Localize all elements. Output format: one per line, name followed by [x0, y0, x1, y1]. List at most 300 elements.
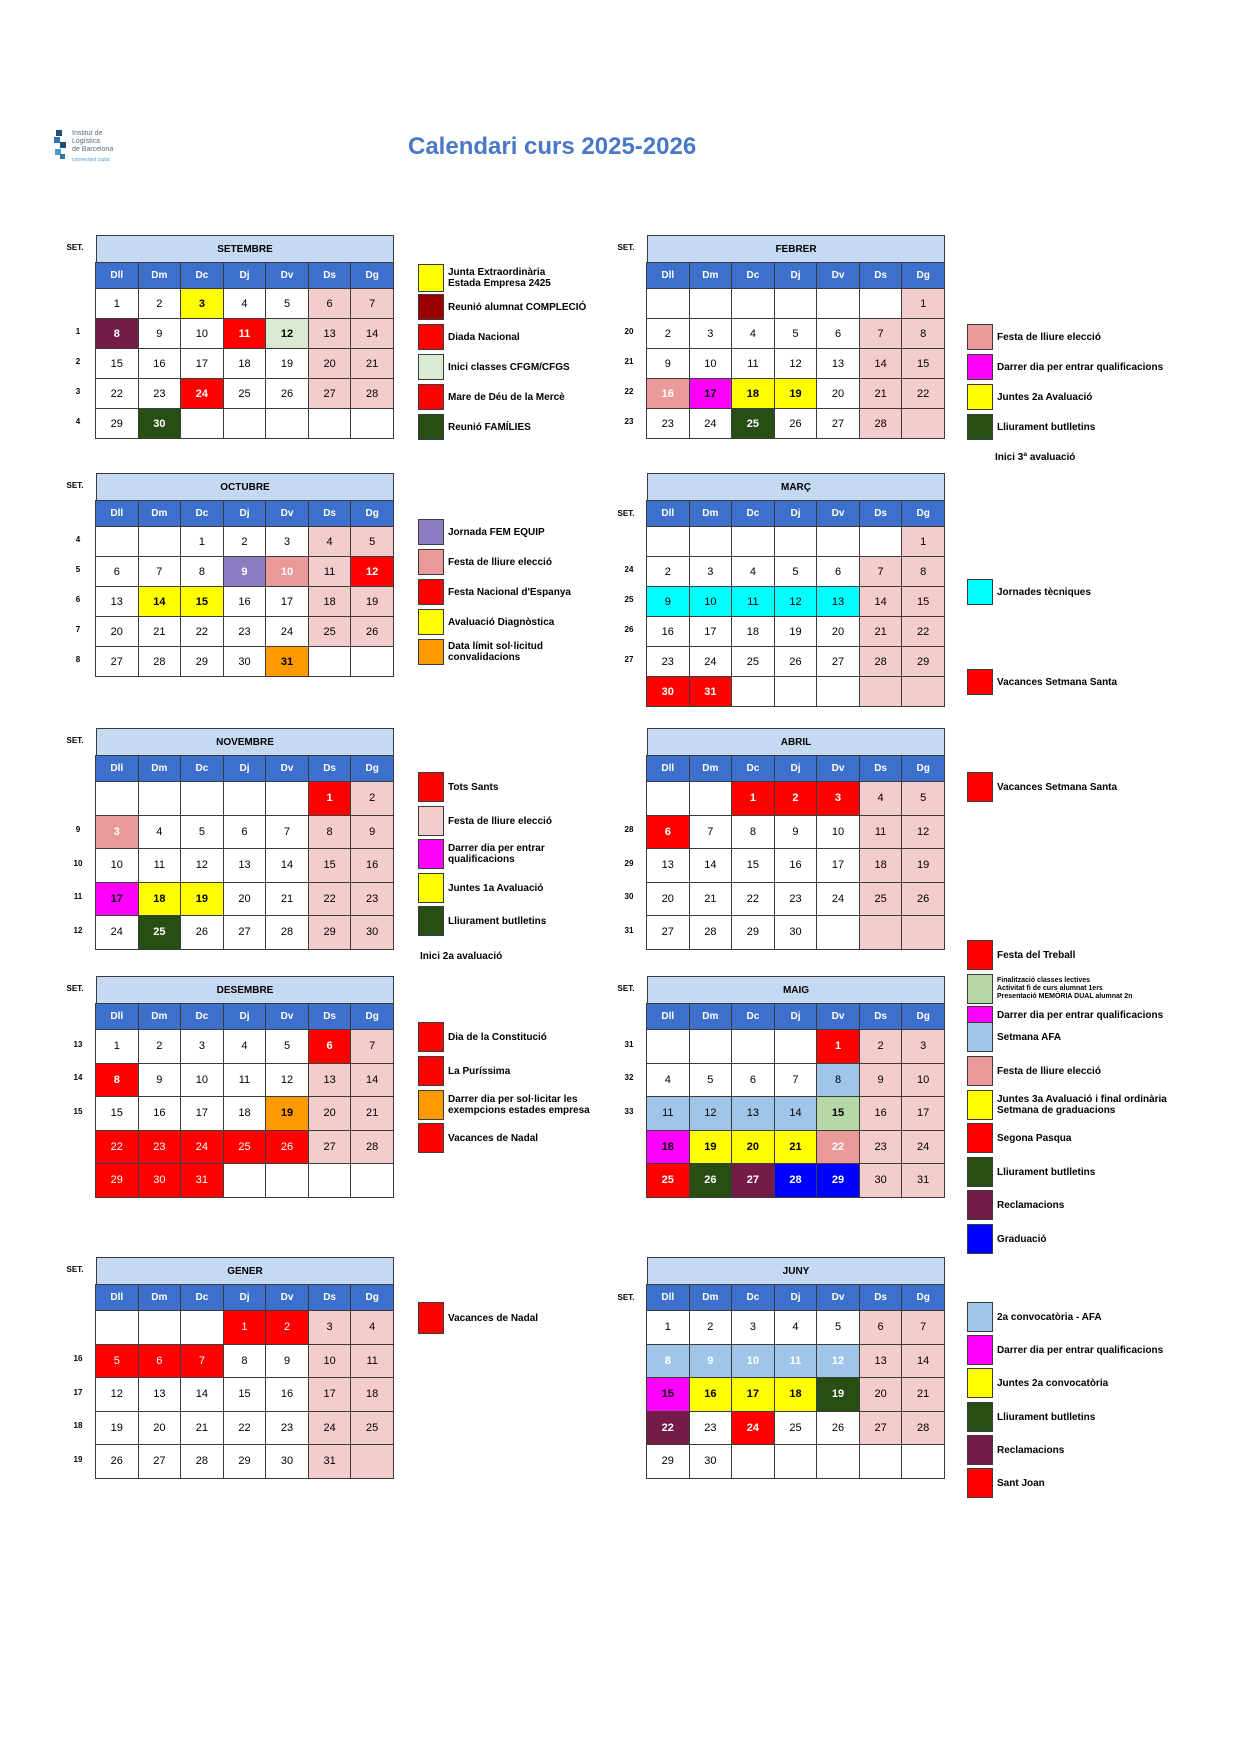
weekday-label: Dc [731, 1003, 775, 1030]
day-cell [223, 1163, 267, 1198]
day-cell: 26 [774, 646, 818, 677]
day-cell: 14 [859, 348, 903, 379]
day-cell: 19 [265, 348, 309, 379]
week-number: 10 [73, 858, 83, 868]
legend-label: Vacances Setmana Santa [997, 676, 1118, 688]
day-cell: 2 [350, 781, 394, 816]
day-cell: 5 [95, 1344, 139, 1379]
day-cell: 24 [901, 1130, 945, 1165]
legend-item [967, 1402, 1095, 1432]
weekday-label: Dj [223, 1003, 267, 1030]
day-cell: 9 [646, 586, 690, 617]
legend-label: Dia de la Constitució [448, 1031, 547, 1043]
day-cell: 15 [901, 586, 945, 617]
day-cell: 19 [180, 882, 224, 917]
day-cell [731, 1029, 775, 1064]
day-cell: 15 [95, 1096, 139, 1131]
day-cell: 30 [774, 915, 818, 950]
week-number: 6 [75, 595, 81, 604]
day-cell: 6 [308, 1029, 352, 1064]
month-name: FEBRER [647, 235, 945, 263]
day-cell: 14 [138, 586, 182, 617]
weekday-label: Dg [350, 500, 394, 527]
day-cell: 22 [223, 1411, 267, 1446]
day-cell: 24 [689, 646, 733, 677]
day-cell [646, 1029, 690, 1064]
legend-item [418, 839, 545, 869]
day-cell: 4 [731, 318, 775, 349]
legend-label: Darrer dia per sol·licitar les exempcions estades empresa [448, 1094, 590, 1116]
legend-swatch [418, 873, 444, 903]
day-cell: 11 [646, 1096, 690, 1131]
day-cell: 4 [223, 1029, 267, 1064]
day-cell: 1 [223, 1310, 267, 1345]
day-cell: 24 [689, 408, 733, 439]
weekday-label: Dj [223, 755, 267, 782]
day-cell: 10 [308, 1344, 352, 1379]
day-cell: 18 [223, 348, 267, 379]
month-name: NOVEMBRE [96, 728, 394, 756]
day-cell: 15 [731, 848, 775, 883]
day-cell [774, 288, 818, 319]
week-number: 32 [624, 1073, 634, 1083]
day-cell: 20 [859, 1377, 903, 1412]
legend-swatch [967, 974, 993, 1004]
week-number: 15 [73, 1106, 83, 1116]
weekday-label: Dc [180, 755, 224, 782]
day-cell [774, 1444, 818, 1479]
day-cell: 11 [308, 556, 352, 587]
day-cell [265, 1163, 309, 1198]
weekday-label: Dj [774, 500, 818, 527]
weekday-label: Dll [95, 500, 139, 527]
legend-swatch [967, 384, 993, 410]
month-calendar-octubre [96, 473, 394, 677]
page-title: Calendari curs 2025-2026 [408, 133, 697, 160]
day-cell: 8 [180, 556, 224, 587]
week-number: 31 [624, 925, 634, 935]
day-cell: 28 [138, 646, 182, 677]
day-cell [350, 646, 394, 677]
day-cell: 29 [95, 1163, 139, 1198]
week-number: 3 [75, 387, 81, 396]
day-cell: 4 [350, 1310, 394, 1345]
day-cell: 5 [774, 556, 818, 587]
day-cell [731, 288, 775, 319]
legend-label: Jornada FEM EQUIP [448, 526, 545, 538]
month-calendar-novembre [96, 728, 394, 950]
day-cell: 1 [901, 526, 945, 557]
legend-item [418, 1022, 547, 1052]
day-cell: 8 [901, 556, 945, 587]
day-cell: 30 [265, 1444, 309, 1479]
day-cell: 10 [689, 586, 733, 617]
weekday-label: Dm [689, 262, 733, 289]
day-cell [859, 1444, 903, 1479]
legend-item [967, 1435, 1064, 1465]
day-cell: 27 [859, 1411, 903, 1446]
day-cell: 5 [816, 1310, 860, 1345]
month-calendar-juny [647, 1257, 945, 1479]
day-cell: 24 [180, 1130, 224, 1165]
day-cell: 27 [646, 915, 690, 950]
day-cell [95, 1310, 139, 1345]
legend-swatch [967, 324, 993, 350]
legend-label: Reunió FAMÍLIES [448, 421, 531, 433]
day-cell: 26 [689, 1163, 733, 1198]
legend-swatch [967, 414, 993, 440]
day-cell [265, 781, 309, 816]
day-cell [646, 526, 690, 557]
weekday-header [647, 501, 945, 527]
month-calendar-setembre [96, 235, 394, 439]
day-cell: 16 [138, 348, 182, 379]
day-cell: 11 [350, 1344, 394, 1379]
weekday-label: Dv [816, 1003, 860, 1030]
legend-item [967, 384, 1092, 410]
week-number: 22 [624, 387, 634, 396]
day-cell: 19 [265, 1096, 309, 1131]
day-cell: 2 [774, 781, 818, 816]
legend-label: Festa de lliure elecció [448, 556, 552, 568]
legend-swatch [418, 839, 444, 869]
legend-swatch [418, 414, 444, 440]
weekday-label: Dll [646, 262, 690, 289]
day-cell [180, 1310, 224, 1345]
week-number: 7 [75, 625, 81, 634]
day-cell: 1 [308, 781, 352, 816]
day-cell: 30 [138, 1163, 182, 1198]
day-cell: 8 [646, 1344, 690, 1379]
day-cell: 12 [265, 318, 309, 349]
legend-item [967, 1022, 1061, 1052]
day-cell: 25 [350, 1411, 394, 1446]
legend-item [418, 414, 531, 440]
day-cell: 9 [265, 1344, 309, 1379]
day-cell: 14 [901, 1344, 945, 1379]
week-number: 25 [624, 595, 634, 604]
day-cell: 27 [731, 1163, 775, 1198]
day-cell: 1 [901, 288, 945, 319]
legend-swatch [418, 1123, 444, 1153]
day-cell: 8 [816, 1063, 860, 1098]
day-cell: 23 [350, 882, 394, 917]
legend-item [967, 579, 1091, 605]
set-label: SET. [617, 509, 635, 518]
legend-item [418, 549, 552, 575]
logo-mark-icon [54, 130, 68, 160]
legend-item [418, 639, 543, 665]
weekday-label: Dll [646, 755, 690, 782]
day-cell [816, 526, 860, 557]
weekday-label: Dll [95, 262, 139, 289]
weekday-label: Dv [816, 755, 860, 782]
day-cell: 15 [816, 1096, 860, 1131]
day-cell: 5 [774, 318, 818, 349]
day-cell [180, 408, 224, 439]
legend-label: Jornades tècniques [997, 586, 1091, 598]
legend-item [418, 354, 570, 380]
weekday-label: Dll [646, 1003, 690, 1030]
day-cell: 28 [774, 1163, 818, 1198]
day-cell: 27 [816, 646, 860, 677]
day-cell: 5 [265, 1029, 309, 1064]
day-cell: 6 [308, 288, 352, 319]
day-cell: 11 [774, 1344, 818, 1379]
week-number: 19 [73, 1454, 83, 1464]
day-cell: 5 [901, 781, 945, 816]
day-cell: 15 [308, 848, 352, 883]
day-cell: 19 [816, 1377, 860, 1412]
set-label: SET. [617, 1293, 635, 1302]
week-number: 23 [624, 417, 634, 426]
day-cell [816, 1444, 860, 1479]
legend-swatch [967, 1435, 993, 1465]
legend-label: Diada Nacional [448, 331, 520, 343]
day-cell: 12 [816, 1344, 860, 1379]
weekday-label: Dg [901, 262, 945, 289]
day-cell: 16 [265, 1377, 309, 1412]
day-cell: 23 [138, 378, 182, 409]
legend-label: Setmana AFA [997, 1031, 1062, 1043]
day-cell: 3 [95, 815, 139, 850]
legend-swatch [967, 940, 993, 970]
day-cell: 22 [901, 378, 945, 409]
day-cell: 19 [350, 586, 394, 617]
day-cell: 26 [95, 1444, 139, 1479]
legend-swatch [967, 772, 993, 802]
day-cell: 21 [350, 348, 394, 379]
day-cell [901, 915, 945, 950]
weekday-label: Dg [901, 1284, 945, 1311]
day-cell [859, 526, 903, 557]
week-number: 11 [73, 892, 83, 902]
legend-label: Festa de lliure elecció [997, 1065, 1101, 1077]
week-number: 8 [75, 655, 81, 664]
day-cell: 7 [689, 815, 733, 850]
day-cell: 7 [138, 556, 182, 587]
legend-swatch [418, 264, 444, 292]
day-cell: 5 [350, 526, 394, 557]
month-calendar-febrer [647, 235, 945, 439]
day-cell: 22 [95, 1130, 139, 1165]
week-number: 9 [75, 825, 81, 835]
legend-label: Segona Pasqua [997, 1132, 1072, 1144]
day-cell: 3 [689, 556, 733, 587]
weekday-label: Dll [646, 500, 690, 527]
day-cell: 24 [180, 378, 224, 409]
day-cell: 1 [180, 526, 224, 557]
day-cell: 23 [859, 1130, 903, 1165]
weekday-label: Dj [774, 755, 818, 782]
day-cell: 2 [859, 1029, 903, 1064]
day-cell [731, 1444, 775, 1479]
day-cell: 4 [223, 288, 267, 319]
day-cell: 2 [138, 1029, 182, 1064]
day-cell: 2 [646, 318, 690, 349]
legend-label: Reunió alumnat COMPLECIÓ [448, 301, 587, 313]
day-cell: 1 [95, 288, 139, 319]
legend-item [418, 1123, 538, 1153]
day-cell [180, 781, 224, 816]
week-number: 4 [75, 535, 81, 544]
legend-swatch [967, 1157, 993, 1187]
legend-swatch [418, 639, 444, 665]
day-cell [138, 526, 182, 557]
day-cell: 14 [265, 848, 309, 883]
day-cell: 6 [731, 1063, 775, 1098]
day-cell: 13 [308, 318, 352, 349]
legend-item [418, 906, 546, 936]
weekday-label: Dc [180, 500, 224, 527]
day-cell: 24 [95, 915, 139, 950]
day-cell: 19 [774, 378, 818, 409]
day-grid [647, 1030, 945, 1198]
day-cell: 2 [689, 1310, 733, 1345]
legend-item [418, 806, 552, 836]
day-cell: 17 [901, 1096, 945, 1131]
day-cell: 23 [646, 646, 690, 677]
legend-label: Darrer dia per entrar qualificacions [997, 361, 1164, 373]
day-cell: 30 [350, 915, 394, 950]
day-cell: 27 [223, 915, 267, 950]
day-cell: 18 [308, 586, 352, 617]
weekday-label: Dc [180, 262, 224, 289]
weekday-header [96, 501, 394, 527]
day-cell: 6 [223, 815, 267, 850]
day-cell: 31 [180, 1163, 224, 1198]
weekday-label: Dg [901, 500, 945, 527]
legend-label: La Puríssima [448, 1065, 511, 1077]
day-cell: 12 [265, 1063, 309, 1098]
day-cell: 10 [816, 815, 860, 850]
day-cell: 25 [859, 882, 903, 917]
weekday-label: Dv [265, 1003, 309, 1030]
day-cell [816, 288, 860, 319]
legend-label: Darrer dia per entrar qualificacions [448, 843, 545, 865]
weekday-label: Dj [223, 262, 267, 289]
institute-logo [54, 130, 113, 164]
month-name: ABRIL [647, 728, 945, 756]
weekday-label: Dm [138, 1003, 182, 1030]
day-cell: 25 [138, 915, 182, 950]
day-cell [308, 1163, 352, 1198]
day-cell: 13 [646, 848, 690, 883]
day-cell: 31 [308, 1444, 352, 1479]
day-cell [816, 676, 860, 707]
weekday-label: Ds [859, 755, 903, 782]
day-cell: 24 [308, 1411, 352, 1446]
weekday-label: Dj [774, 1003, 818, 1030]
weekday-label: Dv [265, 500, 309, 527]
day-cell: 29 [901, 646, 945, 677]
weekday-label: Dg [350, 755, 394, 782]
day-cell: 27 [95, 646, 139, 677]
day-cell [138, 1310, 182, 1345]
day-cell: 14 [689, 848, 733, 883]
weekday-label: Dc [180, 1284, 224, 1311]
weekday-label: Ds [859, 1003, 903, 1030]
legend-item [967, 1335, 1163, 1365]
day-cell: 26 [180, 915, 224, 950]
day-cell: 29 [308, 915, 352, 950]
legend-swatch [418, 772, 444, 802]
day-cell: 25 [308, 616, 352, 647]
legend-item [967, 1056, 1101, 1086]
legend-item [418, 873, 543, 903]
weekday-label: Dc [731, 1284, 775, 1311]
day-cell: 6 [816, 556, 860, 587]
set-label: SET. [66, 1265, 84, 1274]
day-cell: 19 [774, 616, 818, 647]
day-cell: 27 [308, 378, 352, 409]
legend-label: Lliurament butlletins [997, 1166, 1096, 1178]
weekday-label: Dll [95, 755, 139, 782]
legend-item [967, 940, 1075, 970]
weekday-label: Dg [350, 1284, 394, 1311]
day-cell: 8 [95, 1063, 139, 1098]
weekday-label: Dj [223, 1284, 267, 1311]
legend-swatch [418, 354, 444, 380]
day-cell: 23 [265, 1411, 309, 1446]
day-grid [647, 289, 945, 439]
day-cell: 3 [901, 1029, 945, 1064]
day-cell: 8 [223, 1344, 267, 1379]
term-note: Inici 3ª avaluació [995, 452, 1076, 463]
legend-item [418, 264, 551, 292]
weekday-header [96, 756, 394, 782]
day-cell: 10 [731, 1344, 775, 1379]
day-cell: 9 [646, 348, 690, 379]
weekday-label: Dc [180, 1003, 224, 1030]
weekday-label: Dv [265, 755, 309, 782]
week-number: 18 [73, 1421, 83, 1431]
day-cell: 18 [731, 378, 775, 409]
day-cell: 17 [265, 586, 309, 617]
day-cell: 24 [265, 616, 309, 647]
day-cell: 2 [265, 1310, 309, 1345]
day-cell: 20 [95, 616, 139, 647]
day-cell: 13 [816, 348, 860, 379]
weekday-label: Ds [308, 1284, 352, 1311]
day-cell [774, 526, 818, 557]
legend-swatch [418, 806, 444, 836]
legend-label: Vacances de Nadal [448, 1132, 539, 1144]
day-cell: 7 [901, 1310, 945, 1345]
day-cell: 16 [138, 1096, 182, 1131]
day-cell: 18 [350, 1377, 394, 1412]
day-cell: 21 [901, 1377, 945, 1412]
day-cell: 11 [138, 848, 182, 883]
day-cell: 14 [774, 1096, 818, 1131]
week-number: 28 [624, 825, 634, 835]
day-cell: 11 [731, 348, 775, 379]
legend-swatch [418, 294, 444, 320]
week-number: 33 [624, 1106, 634, 1116]
set-label: SET. [66, 984, 84, 993]
day-cell: 21 [180, 1411, 224, 1446]
day-cell: 28 [901, 1411, 945, 1446]
weekday-label: Dm [138, 262, 182, 289]
legend-item [967, 772, 1117, 802]
day-cell: 28 [350, 378, 394, 409]
day-cell: 17 [180, 348, 224, 379]
legend-label: Darrer dia per entrar qualificacions [997, 1009, 1164, 1021]
day-cell: 22 [180, 616, 224, 647]
weekday-label: Dv [265, 1284, 309, 1311]
legend-swatch [418, 384, 444, 410]
day-cell [95, 526, 139, 557]
